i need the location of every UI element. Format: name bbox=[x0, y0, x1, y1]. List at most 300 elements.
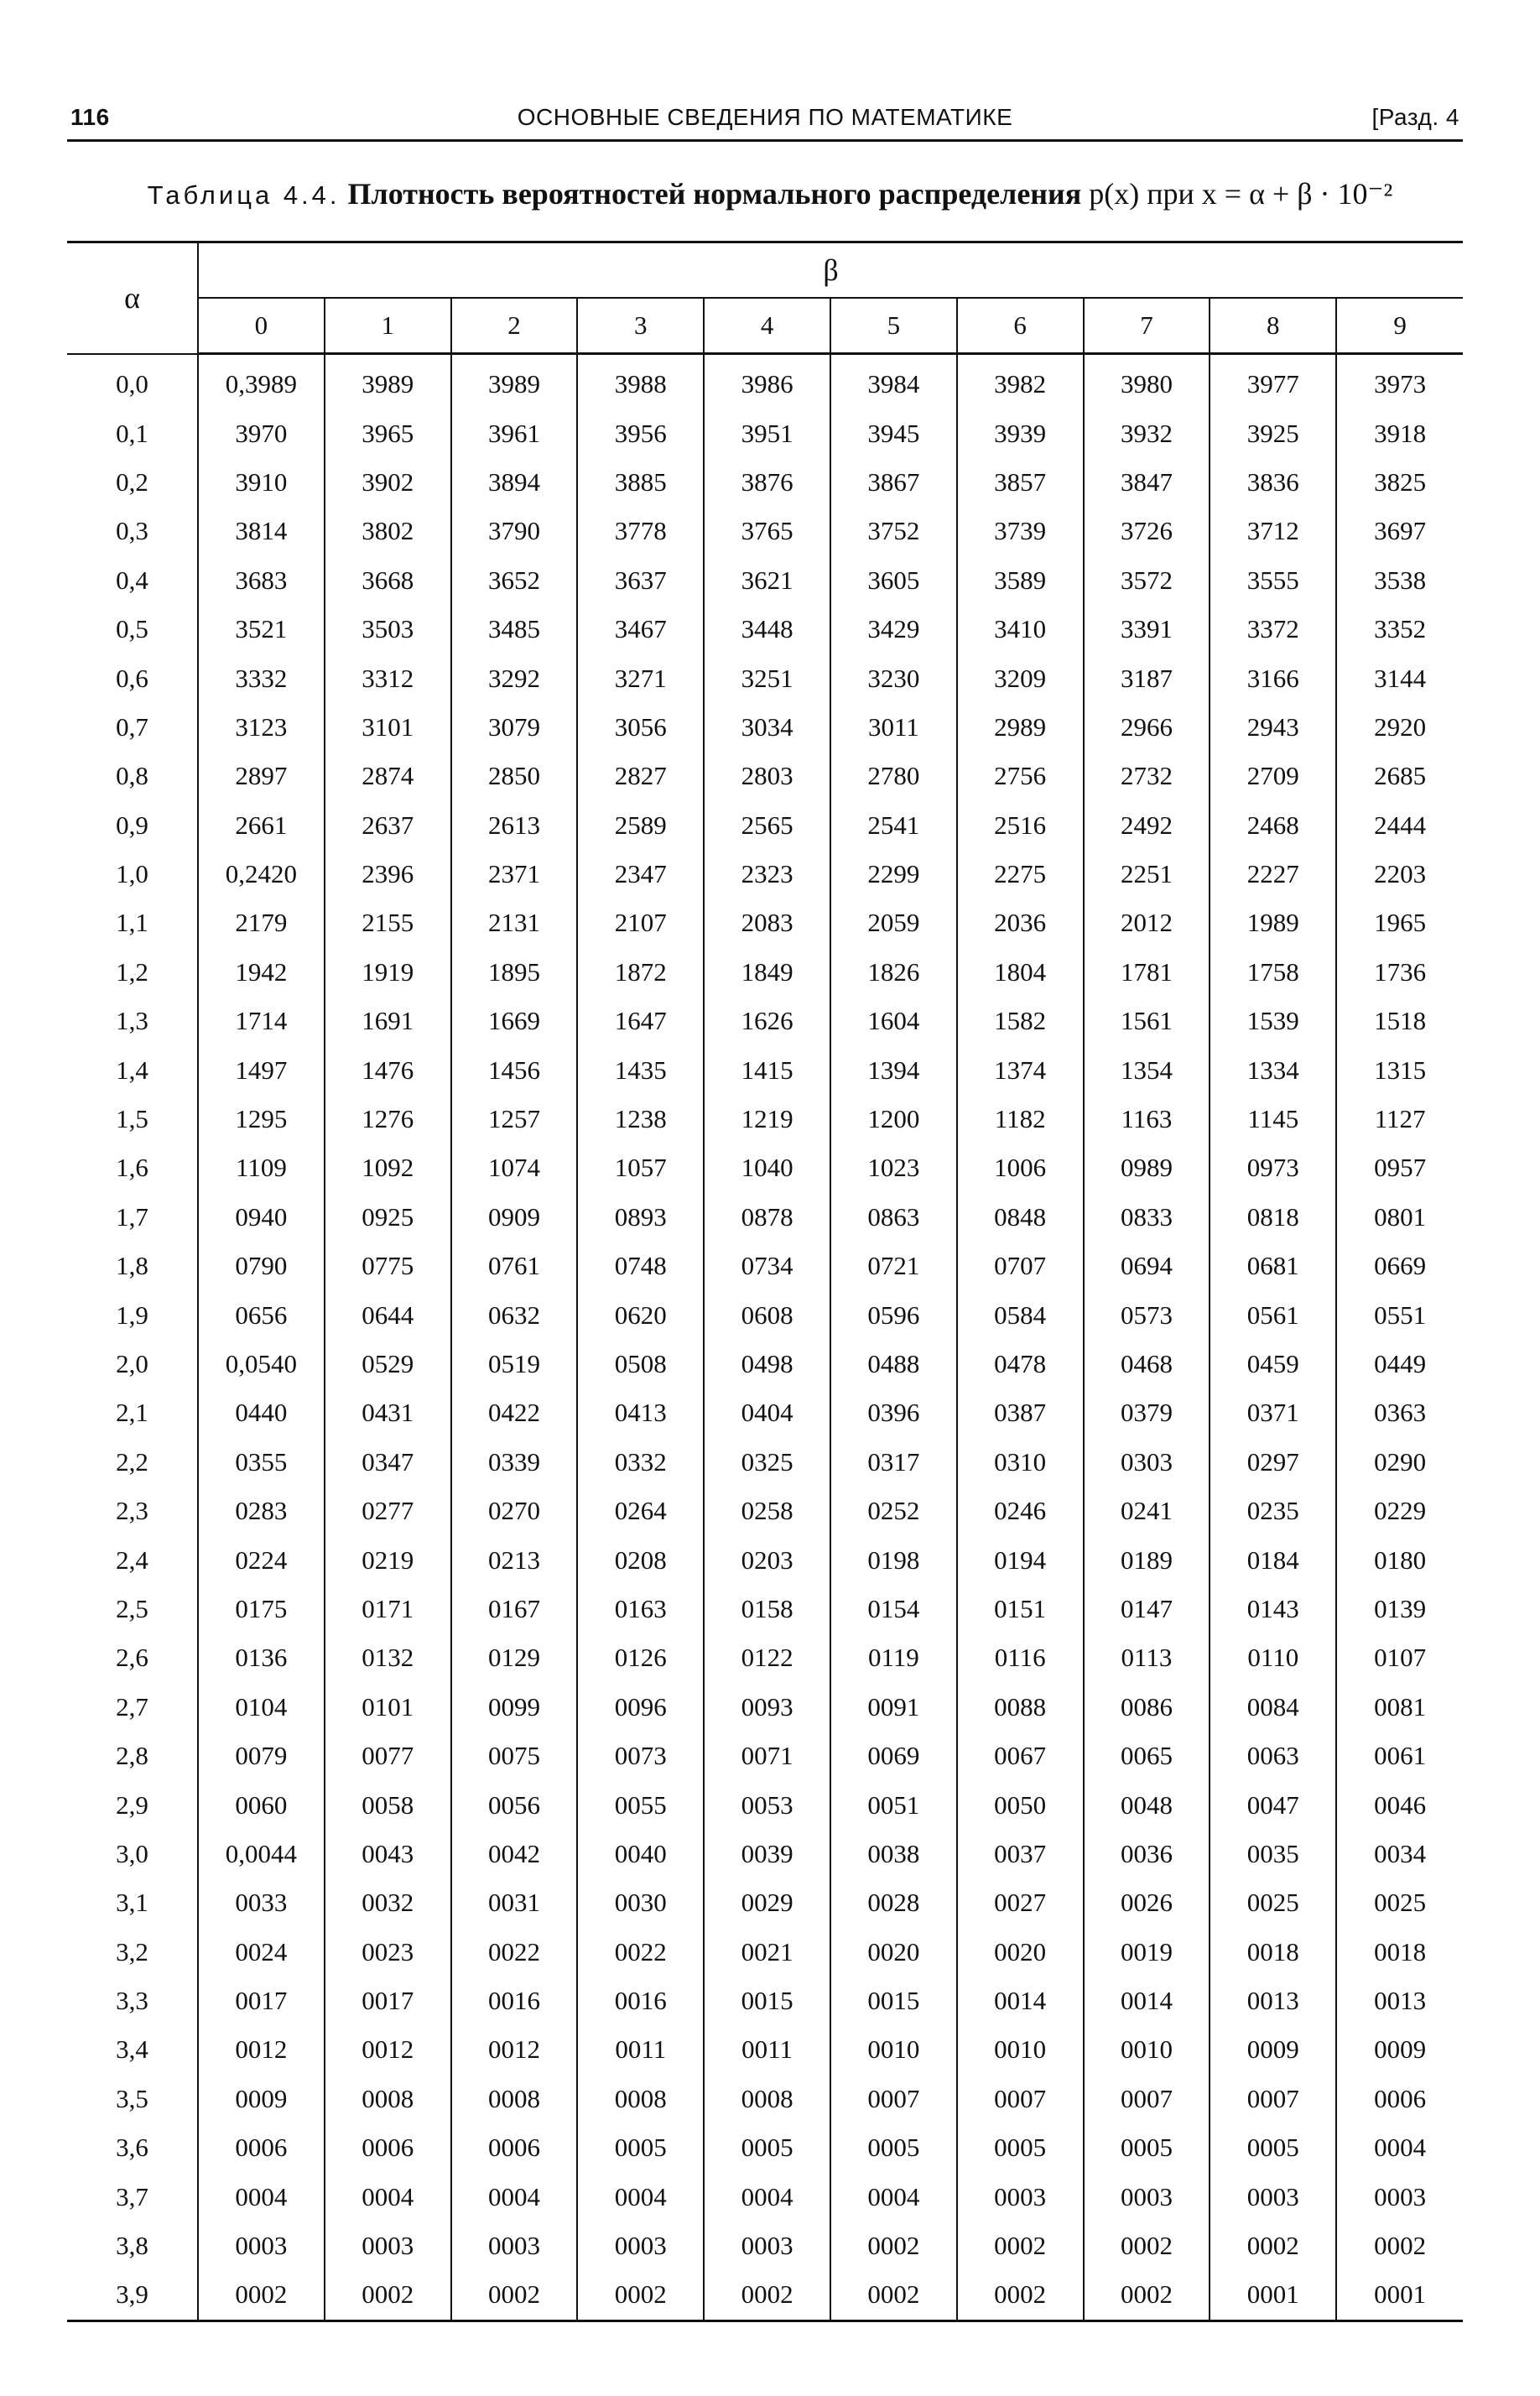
alpha-cell: 3,3 bbox=[116, 1986, 148, 2016]
value-cell: 2227 bbox=[1210, 850, 1336, 898]
value-cell: 0002 bbox=[830, 2222, 957, 2270]
value-cell: 0004 bbox=[704, 2172, 830, 2221]
value-cell: 0184 bbox=[1210, 1535, 1336, 1584]
alpha-cell: 3,2 bbox=[116, 1936, 148, 1966]
value-cell: 0339 bbox=[451, 1438, 578, 1487]
value-cell: 1334 bbox=[1210, 1045, 1336, 1094]
value-cell: 0019 bbox=[1084, 1928, 1210, 1977]
value-cell: 1804 bbox=[957, 948, 1084, 997]
value-cell: 0056 bbox=[451, 1780, 578, 1829]
table-row bbox=[67, 2172, 1463, 2221]
value-cell: 2371 bbox=[451, 850, 578, 898]
value-cell: 0151 bbox=[957, 1585, 1084, 1633]
value-cell: 3209 bbox=[957, 654, 1084, 702]
value-cell: 0007 bbox=[1210, 2075, 1336, 2123]
table-row bbox=[67, 1535, 1463, 1584]
value-cell: 0297 bbox=[1210, 1438, 1336, 1487]
value-cell: 0014 bbox=[957, 1977, 1084, 2025]
value-cell: 0004 bbox=[830, 2172, 957, 2221]
value-cell: 0005 bbox=[830, 2123, 957, 2172]
value-cell: 0063 bbox=[1210, 1732, 1336, 1780]
value-cell: 2492 bbox=[1084, 801, 1210, 850]
table-row bbox=[67, 1045, 1463, 1094]
value-cell: 0241 bbox=[1084, 1487, 1210, 1535]
table-row bbox=[67, 2123, 1463, 2172]
value-cell: 2155 bbox=[325, 898, 451, 947]
value-cell: 2179 bbox=[198, 898, 325, 947]
value-cell: 0101 bbox=[325, 1683, 451, 1732]
value-cell: 1826 bbox=[830, 948, 957, 997]
value-cell: 3939 bbox=[957, 409, 1084, 457]
value-cell: 2131 bbox=[451, 898, 578, 947]
table-row bbox=[67, 1487, 1463, 1535]
alpha-cell: 1,3 bbox=[116, 1006, 148, 1036]
value-cell: 0003 bbox=[704, 2222, 830, 2270]
value-cell: 0003 bbox=[1084, 2172, 1210, 2221]
value-cell: 0069 bbox=[830, 1732, 957, 1780]
caption-title: Плотность вероятностей нормального распределения bbox=[347, 177, 1082, 211]
value-cell: 1315 bbox=[1336, 1045, 1463, 1094]
value-cell: 0017 bbox=[198, 1977, 325, 2025]
value-cell: 0004 bbox=[1336, 2123, 1463, 2172]
value-cell: 0081 bbox=[1336, 1683, 1463, 1732]
value-cell: 0379 bbox=[1084, 1388, 1210, 1437]
value-cell: 0246 bbox=[957, 1487, 1084, 1535]
value-cell: 0006 bbox=[198, 2123, 325, 2172]
value-cell: 0734 bbox=[704, 1242, 830, 1290]
beta-column-header: 9 bbox=[1336, 298, 1463, 354]
value-cell: 0071 bbox=[704, 1732, 830, 1780]
value-cell: 0143 bbox=[1210, 1585, 1336, 1633]
value-cell: 3683 bbox=[198, 556, 325, 605]
value-cell: 0002 bbox=[1210, 2222, 1336, 2270]
table-row bbox=[67, 1683, 1463, 1732]
beta-column-header: 3 bbox=[577, 298, 704, 354]
value-cell: 2966 bbox=[1084, 703, 1210, 752]
value-cell: 0310 bbox=[957, 1438, 1084, 1487]
value-cell: 3605 bbox=[830, 556, 957, 605]
value-cell: 0363 bbox=[1336, 1388, 1463, 1437]
table-caption bbox=[0, 176, 1540, 211]
alpha-cell: 3,4 bbox=[116, 2034, 148, 2065]
value-cell: 3802 bbox=[325, 507, 451, 555]
value-cell: 0055 bbox=[577, 1780, 704, 1829]
value-cell: 0694 bbox=[1084, 1242, 1210, 1290]
value-cell: 0014 bbox=[1084, 1977, 1210, 2025]
alpha-cell: 0,6 bbox=[116, 663, 148, 693]
value-cell: 0154 bbox=[830, 1585, 957, 1633]
value-cell: 3847 bbox=[1084, 458, 1210, 507]
page-header bbox=[67, 99, 1463, 142]
alpha-cell: 2,7 bbox=[116, 1691, 148, 1721]
value-cell: 0026 bbox=[1084, 1878, 1210, 1927]
value-cell: 0006 bbox=[325, 2123, 451, 2172]
value-cell: 0091 bbox=[830, 1683, 957, 1732]
value-cell: 0656 bbox=[198, 1290, 325, 1339]
table-row bbox=[67, 654, 1463, 702]
table-row bbox=[67, 850, 1463, 898]
value-cell: 0669 bbox=[1336, 1242, 1463, 1290]
value-cell: 3790 bbox=[451, 507, 578, 555]
value-cell: 0116 bbox=[957, 1633, 1084, 1682]
value-cell: 1476 bbox=[325, 1045, 451, 1094]
value-cell: 0017 bbox=[325, 1977, 451, 2025]
alpha-cell: 0,8 bbox=[116, 761, 148, 791]
table-row bbox=[67, 556, 1463, 605]
value-cell: 0003 bbox=[198, 2222, 325, 2270]
value-cell: 0030 bbox=[577, 1878, 704, 1927]
value-cell: 0761 bbox=[451, 1242, 578, 1290]
value-cell: 0008 bbox=[577, 2075, 704, 2123]
value-cell: 3739 bbox=[957, 507, 1084, 555]
value-cell: 3825 bbox=[1336, 458, 1463, 507]
value-cell: 1758 bbox=[1210, 948, 1336, 997]
value-cell: 0224 bbox=[198, 1535, 325, 1584]
value-cell: 0893 bbox=[577, 1193, 704, 1242]
value-cell: 0006 bbox=[451, 2123, 578, 2172]
value-cell: 0909 bbox=[451, 1193, 578, 1242]
value-cell: 2943 bbox=[1210, 703, 1336, 752]
value-cell: 1781 bbox=[1084, 948, 1210, 997]
value-cell: 0028 bbox=[830, 1878, 957, 1927]
value-cell: 2468 bbox=[1210, 801, 1336, 850]
value-cell: 0077 bbox=[325, 1732, 451, 1780]
alpha-cell: 1,5 bbox=[116, 1104, 148, 1134]
value-cell: 2756 bbox=[957, 752, 1084, 800]
table-row bbox=[67, 2270, 1463, 2320]
table-row bbox=[67, 752, 1463, 800]
value-cell: 3885 bbox=[577, 458, 704, 507]
value-cell: 1919 bbox=[325, 948, 451, 997]
value-cell: 3429 bbox=[830, 605, 957, 654]
value-cell: 3011 bbox=[830, 703, 957, 752]
value-cell: 1965 bbox=[1336, 898, 1463, 947]
value-cell: 3765 bbox=[704, 507, 830, 555]
alpha-cell: 2,8 bbox=[116, 1741, 148, 1771]
value-cell: 0498 bbox=[704, 1340, 830, 1388]
alpha-cell: 3,7 bbox=[116, 2181, 148, 2211]
value-cell: 0079 bbox=[198, 1732, 325, 1780]
alpha-cell: 1,9 bbox=[116, 1300, 148, 1330]
value-cell: 0973 bbox=[1210, 1143, 1336, 1192]
table-row bbox=[67, 458, 1463, 507]
beta-column-header: 0 bbox=[198, 298, 325, 354]
value-cell: 3932 bbox=[1084, 409, 1210, 457]
value-cell: 0046 bbox=[1336, 1780, 1463, 1829]
value-cell: 0129 bbox=[451, 1633, 578, 1682]
value-cell: 1074 bbox=[451, 1143, 578, 1192]
value-cell: 0058 bbox=[325, 1780, 451, 1829]
value-cell: 0468 bbox=[1084, 1340, 1210, 1388]
value-cell: 3965 bbox=[325, 409, 451, 457]
value-cell: 0,0540 bbox=[198, 1340, 325, 1388]
value-cell: 0189 bbox=[1084, 1535, 1210, 1584]
value-cell: 0067 bbox=[957, 1732, 1084, 1780]
value-cell: 0681 bbox=[1210, 1242, 1336, 1290]
value-cell: 0440 bbox=[198, 1388, 325, 1437]
value-cell: 2012 bbox=[1084, 898, 1210, 947]
value-cell: 2874 bbox=[325, 752, 451, 800]
value-cell: 0021 bbox=[704, 1928, 830, 1977]
value-cell: 0325 bbox=[704, 1438, 830, 1487]
value-cell: 1415 bbox=[704, 1045, 830, 1094]
value-cell: 2661 bbox=[198, 801, 325, 850]
value-cell: 1872 bbox=[577, 948, 704, 997]
value-cell: 3538 bbox=[1336, 556, 1463, 605]
value-cell: 1669 bbox=[451, 997, 578, 1045]
value-cell: 0005 bbox=[957, 2123, 1084, 2172]
value-cell: 0508 bbox=[577, 1340, 704, 1388]
value-cell: 0180 bbox=[1336, 1535, 1463, 1584]
value-cell: 0013 bbox=[1336, 1977, 1463, 2025]
value-cell: 1109 bbox=[198, 1143, 325, 1192]
value-cell: 0008 bbox=[451, 2075, 578, 2123]
value-cell: 0029 bbox=[704, 1878, 830, 1927]
value-cell: 0002 bbox=[451, 2270, 578, 2320]
value-cell: 0009 bbox=[198, 2075, 325, 2123]
value-cell: 0018 bbox=[1336, 1928, 1463, 1977]
value-cell: 1145 bbox=[1210, 1095, 1336, 1143]
value-cell: 0632 bbox=[451, 1290, 578, 1339]
value-cell: 0,0044 bbox=[198, 1830, 325, 1878]
value-cell: 0194 bbox=[957, 1535, 1084, 1584]
value-cell: 0073 bbox=[577, 1732, 704, 1780]
value-cell: 0113 bbox=[1084, 1633, 1210, 1682]
value-cell: 0015 bbox=[830, 1977, 957, 2025]
value-cell: 1276 bbox=[325, 1095, 451, 1143]
value-cell: 1435 bbox=[577, 1045, 704, 1094]
value-cell: 0422 bbox=[451, 1388, 578, 1437]
value-cell: 0088 bbox=[957, 1683, 1084, 1732]
value-cell: 0011 bbox=[577, 2025, 704, 2074]
beta-columns-row bbox=[67, 298, 1463, 354]
value-cell: 0040 bbox=[577, 1830, 704, 1878]
value-cell: 3977 bbox=[1210, 354, 1336, 409]
value-cell: 2613 bbox=[451, 801, 578, 850]
table-row bbox=[67, 354, 1463, 409]
value-cell: 0122 bbox=[704, 1633, 830, 1682]
alpha-cell: 3,8 bbox=[116, 2231, 148, 2261]
value-cell: 0048 bbox=[1084, 1780, 1210, 1829]
value-cell: 0644 bbox=[325, 1290, 451, 1339]
value-cell: 1849 bbox=[704, 948, 830, 997]
value-cell: 0620 bbox=[577, 1290, 704, 1339]
alpha-cell: 0,2 bbox=[116, 466, 148, 497]
value-cell: 2920 bbox=[1336, 703, 1463, 752]
value-cell: 3292 bbox=[451, 654, 578, 702]
value-cell: 0213 bbox=[451, 1535, 578, 1584]
value-cell: 0459 bbox=[1210, 1340, 1336, 1388]
value-cell: 3989 bbox=[451, 354, 578, 409]
value-cell: 0002 bbox=[957, 2222, 1084, 2270]
value-cell: 0084 bbox=[1210, 1683, 1336, 1732]
value-cell: 0003 bbox=[325, 2222, 451, 2270]
value-cell: 1238 bbox=[577, 1095, 704, 1143]
table-row bbox=[67, 1242, 1463, 1290]
value-cell: 1219 bbox=[704, 1095, 830, 1143]
value-cell: 0002 bbox=[1336, 2222, 1463, 2270]
value-cell: 3918 bbox=[1336, 409, 1463, 457]
value-cell: 3123 bbox=[198, 703, 325, 752]
beta-header: β bbox=[198, 242, 1463, 299]
value-cell: 0012 bbox=[325, 2025, 451, 2074]
value-cell: 2347 bbox=[577, 850, 704, 898]
value-cell: 3034 bbox=[704, 703, 830, 752]
value-cell: 0119 bbox=[830, 1633, 957, 1682]
value-cell: 0037 bbox=[957, 1830, 1084, 1878]
value-cell: 2989 bbox=[957, 703, 1084, 752]
value-cell: 1518 bbox=[1336, 997, 1463, 1045]
value-cell: 0235 bbox=[1210, 1487, 1336, 1535]
value-cell: 0006 bbox=[1336, 2075, 1463, 2123]
value-cell: 3521 bbox=[198, 605, 325, 654]
value-cell: 0002 bbox=[704, 2270, 830, 2320]
value-cell: 0008 bbox=[325, 2075, 451, 2123]
value-cell: 3352 bbox=[1336, 605, 1463, 654]
value-cell: 3448 bbox=[704, 605, 830, 654]
value-cell: 0013 bbox=[1210, 1977, 1336, 2025]
value-cell: 3467 bbox=[577, 605, 704, 654]
value-cell: 1714 bbox=[198, 997, 325, 1045]
value-cell: 1561 bbox=[1084, 997, 1210, 1045]
table-row bbox=[67, 997, 1463, 1045]
table-row bbox=[67, 2075, 1463, 2123]
value-cell: 1127 bbox=[1336, 1095, 1463, 1143]
table-row bbox=[67, 1438, 1463, 1487]
alpha-cell: 2,4 bbox=[116, 1544, 148, 1575]
value-cell: 3652 bbox=[451, 556, 578, 605]
alpha-cell: 3,9 bbox=[67, 2270, 198, 2320]
table-row bbox=[67, 1095, 1463, 1143]
table-row bbox=[67, 1732, 1463, 1780]
value-cell: 0396 bbox=[830, 1388, 957, 1437]
value-cell: 2827 bbox=[577, 752, 704, 800]
value-cell: 1257 bbox=[451, 1095, 578, 1143]
value-cell: 3989 bbox=[325, 354, 451, 409]
value-cell: 0010 bbox=[1084, 2025, 1210, 2074]
value-cell: 0478 bbox=[957, 1340, 1084, 1388]
value-cell: 2637 bbox=[325, 801, 451, 850]
value-cell: 0229 bbox=[1336, 1487, 1463, 1535]
value-cell: 2059 bbox=[830, 898, 957, 947]
value-cell: 3712 bbox=[1210, 507, 1336, 555]
value-cell: 0005 bbox=[1210, 2123, 1336, 2172]
value-cell: 0003 bbox=[577, 2222, 704, 2270]
value-cell: 0290 bbox=[1336, 1438, 1463, 1487]
value-cell: 0940 bbox=[198, 1193, 325, 1242]
value-cell: 3166 bbox=[1210, 654, 1336, 702]
value-cell: 0010 bbox=[957, 2025, 1084, 2074]
value-cell: 3752 bbox=[830, 507, 957, 555]
value-cell: 3982 bbox=[957, 354, 1084, 409]
value-cell: 0332 bbox=[577, 1438, 704, 1487]
value-cell: 0022 bbox=[577, 1928, 704, 1977]
value-cell: 0404 bbox=[704, 1388, 830, 1437]
value-cell: 1295 bbox=[198, 1095, 325, 1143]
value-cell: 3621 bbox=[704, 556, 830, 605]
value-cell: 0039 bbox=[704, 1830, 830, 1878]
value-cell: 2107 bbox=[577, 898, 704, 947]
beta-column-header: 2 bbox=[451, 298, 578, 354]
value-cell: 0002 bbox=[577, 2270, 704, 2320]
density-table bbox=[67, 241, 1463, 2322]
value-cell: 3589 bbox=[957, 556, 1084, 605]
value-cell: 3726 bbox=[1084, 507, 1210, 555]
value-cell: 0270 bbox=[451, 1487, 578, 1535]
beta-column-header: 7 bbox=[1084, 298, 1210, 354]
value-cell: 0061 bbox=[1336, 1732, 1463, 1780]
value-cell: 0449 bbox=[1336, 1340, 1463, 1388]
value-cell: 3144 bbox=[1336, 654, 1463, 702]
value-cell: 0004 bbox=[577, 2172, 704, 2221]
value-cell: 0283 bbox=[198, 1487, 325, 1535]
alpha-cell: 2,6 bbox=[116, 1643, 148, 1673]
value-cell: 0005 bbox=[577, 2123, 704, 2172]
value-cell: 0001 bbox=[1336, 2270, 1463, 2320]
table-row bbox=[67, 605, 1463, 654]
value-cell: 0035 bbox=[1210, 1830, 1336, 1878]
value-cell: 0790 bbox=[198, 1242, 325, 1290]
value-cell: 3984 bbox=[830, 354, 957, 409]
table-row bbox=[67, 1290, 1463, 1339]
table-row bbox=[67, 1585, 1463, 1633]
value-cell: 3271 bbox=[577, 654, 704, 702]
value-cell: 0957 bbox=[1336, 1143, 1463, 1192]
value-cell: 0252 bbox=[830, 1487, 957, 1535]
alpha-header: α bbox=[67, 242, 198, 354]
value-cell: 0012 bbox=[451, 2025, 578, 2074]
value-cell: 0007 bbox=[830, 2075, 957, 2123]
value-cell: 0002 bbox=[1084, 2270, 1210, 2320]
value-cell: 1691 bbox=[325, 997, 451, 1045]
value-cell: 0007 bbox=[1084, 2075, 1210, 2123]
value-cell: 3079 bbox=[451, 703, 578, 752]
value-cell: 0093 bbox=[704, 1683, 830, 1732]
value-cell: 0126 bbox=[577, 1633, 704, 1682]
value-cell: 0303 bbox=[1084, 1438, 1210, 1487]
table-row bbox=[67, 1388, 1463, 1437]
value-cell: 0198 bbox=[830, 1535, 957, 1584]
value-cell: 1989 bbox=[1210, 898, 1336, 947]
value-cell: 0016 bbox=[577, 1977, 704, 2025]
value-cell: 0010 bbox=[830, 2025, 957, 2074]
value-cell: 2299 bbox=[830, 850, 957, 898]
value-cell: 2685 bbox=[1336, 752, 1463, 800]
value-cell: 0004 bbox=[198, 2172, 325, 2221]
value-cell: 3910 bbox=[198, 458, 325, 507]
value-cell: 0047 bbox=[1210, 1780, 1336, 1829]
caption-formula: p(x) при x = α + β · 10⁻² bbox=[1089, 177, 1393, 211]
value-cell: 0529 bbox=[325, 1340, 451, 1388]
value-cell: 3485 bbox=[451, 605, 578, 654]
value-cell: 3902 bbox=[325, 458, 451, 507]
value-cell: 0175 bbox=[198, 1585, 325, 1633]
value-cell: 3312 bbox=[325, 654, 451, 702]
value-cell: 0002 bbox=[1084, 2222, 1210, 2270]
value-cell: 0022 bbox=[451, 1928, 578, 1977]
value-cell: 0038 bbox=[830, 1830, 957, 1878]
value-cell: 3961 bbox=[451, 409, 578, 457]
value-cell: 3857 bbox=[957, 458, 1084, 507]
value-cell: 2541 bbox=[830, 801, 957, 850]
alpha-cell: 3,1 bbox=[116, 1888, 148, 1918]
value-cell: 3555 bbox=[1210, 556, 1336, 605]
value-cell: 0043 bbox=[325, 1830, 451, 1878]
value-cell: 0002 bbox=[830, 2270, 957, 2320]
value-cell: 0005 bbox=[704, 2123, 830, 2172]
value-cell: 1006 bbox=[957, 1143, 1084, 1192]
value-cell: 0018 bbox=[1210, 1928, 1336, 1977]
